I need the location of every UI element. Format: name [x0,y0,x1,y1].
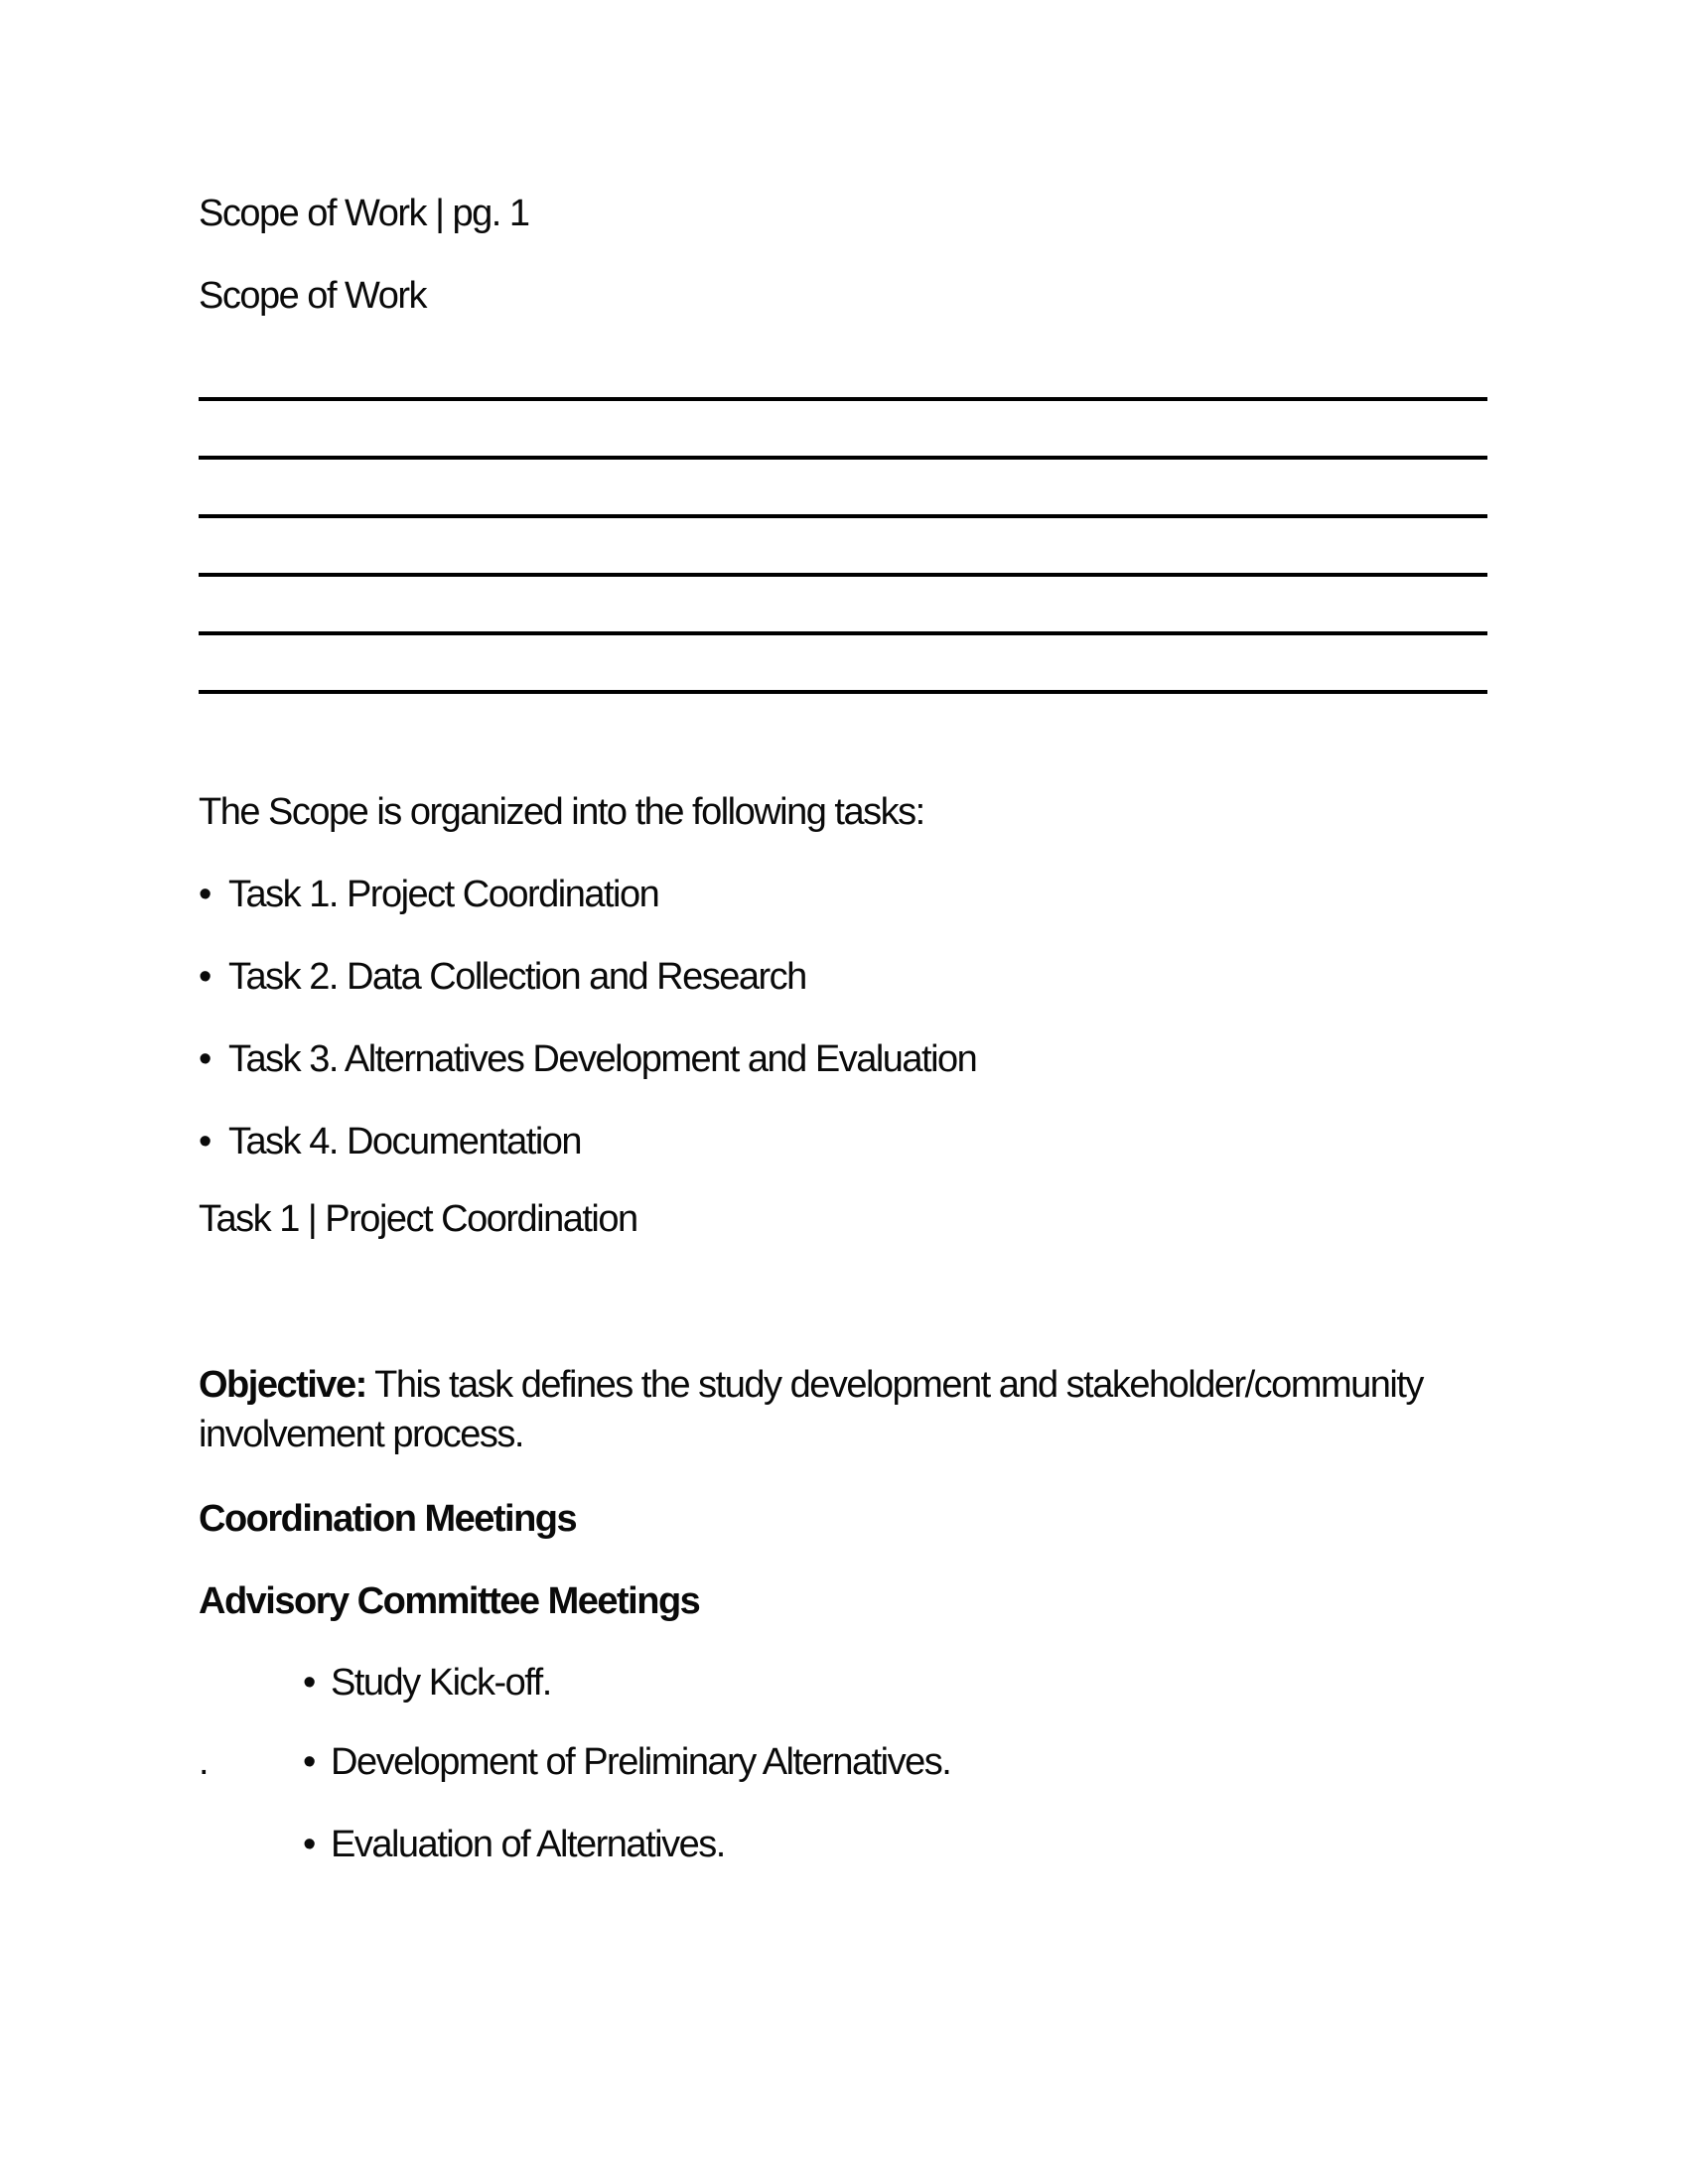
bullet-icon: • [199,1038,211,1080]
task-list-item [199,952,806,1002]
blank-line [199,577,1487,635]
bullet-icon: • [303,1741,315,1783]
meeting-list-item-label: Development of Preliminary Alternatives. [331,1741,951,1783]
meeting-list-item [199,1658,551,1707]
bullet-icon: • [303,1662,315,1704]
advisory-committee-heading: Advisory Committee Meetings [199,1580,700,1622]
meeting-list-item [199,1737,950,1787]
blank-line [199,518,1487,577]
objective-line1 [199,1360,1423,1410]
objective-line2: involvement process. [199,1414,523,1455]
stray-period: . [199,1741,209,1783]
intro-sentence: The Scope is organized into the following tasks: [199,791,924,833]
bullet-icon: • [199,1121,211,1162]
blank-line [199,635,1487,694]
blank-line [199,342,1487,401]
bullet-icon: • [303,1824,315,1865]
blank-line [199,460,1487,518]
blank-lines-group [199,342,1487,694]
task-list-item-label: Task 3. Alternatives Development and Evaluation [228,1038,977,1080]
meeting-list-item [199,1820,725,1869]
objective-paragraph [199,1360,1423,1459]
meeting-list-item-label: Study Kick-off. [331,1662,551,1704]
page-header: Scope of Work | pg. 1 [199,193,529,234]
coordination-meetings-heading: Coordination Meetings [199,1498,577,1540]
task-list-item [199,1117,581,1166]
bullet-icon: • [199,874,211,915]
task-list-item [199,1034,976,1084]
objective-label: Objective: [199,1364,366,1406]
task-list-item-label: Task 4. Documentation [228,1121,582,1162]
task-list-item-label: Task 2. Data Collection and Research [228,956,806,998]
task-list-item-label: Task 1. Project Coordination [228,874,659,915]
task1-heading: Task 1 | Project Coordination [199,1198,637,1240]
meeting-list-item-label: Evaluation of Alternatives. [331,1824,725,1865]
objective-text: This task defines the study development and stakeholder/community [374,1364,1423,1406]
task-list-item [199,870,658,919]
blank-line [199,401,1487,460]
document-title: Scope of Work [199,275,427,317]
bullet-icon: • [199,956,211,998]
